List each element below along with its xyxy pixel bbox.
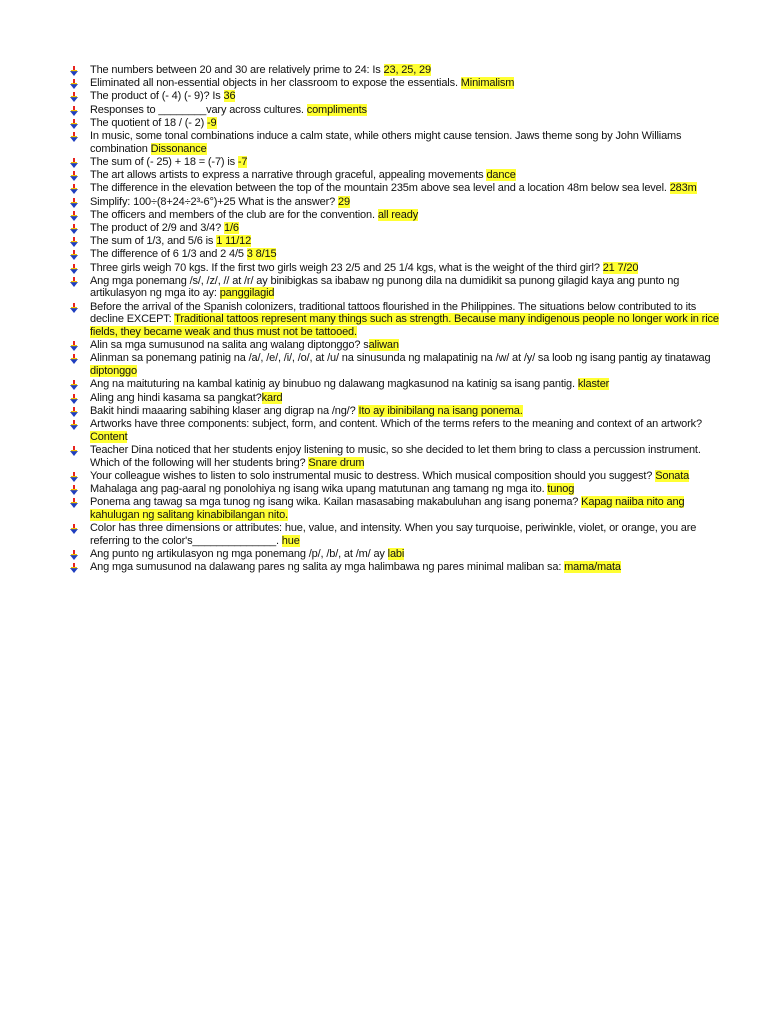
question-text: Eliminated all non-essential objects in her classroom to expose the essentials. (90, 77, 461, 90)
list-item (68, 209, 720, 222)
answer-highlight: panggilagid (219, 287, 275, 300)
arrow-bullet-icon (68, 92, 81, 102)
arrow-bullet-icon (68, 79, 81, 89)
question-text: Ang na maituturing na kambal katinig ay binubuo ng dalawang magkasunod na katinig sa isang pantig. (90, 378, 578, 391)
answer-highlight: 21 7/20 (602, 261, 639, 274)
answer-highlight: diptonggo (90, 365, 137, 378)
answer-highlight: dance (486, 169, 516, 182)
list-item (68, 352, 720, 377)
list-item (68, 339, 720, 352)
arrow-bullet-icon (68, 394, 81, 404)
arrow-bullet-icon (68, 184, 81, 194)
answer-highlight: aliwan (368, 339, 399, 352)
answer-highlight: -9 (207, 116, 217, 129)
question-text: Three girls weigh 70 kgs. If the first two girls weigh 23 2/5 and 25 1/4 kgs, what is the weight of the third girl? (90, 261, 603, 274)
list-item (68, 522, 720, 547)
question-text: The difference in the elevation between the top of the mountain 235m above sea level and a location 48m below sea level. (90, 182, 670, 195)
arrow-bullet-icon (68, 198, 81, 208)
question-text: The numbers between 20 and 30 are relatively prime to 24: Is (90, 64, 384, 76)
question-text: In music, some tonal combinations induce a calm state, while others might cause tension. Jaws theme song by John Williams combination (90, 130, 682, 155)
list-item (68, 405, 720, 418)
arrow-bullet-icon (68, 420, 81, 430)
arrow-bullet-icon (68, 237, 81, 247)
answer-highlight: 29 (338, 195, 350, 208)
arrow-bullet-icon (68, 171, 81, 181)
question-text: Ang punto ng artikulasyon ng mga ponemang /p/, /b/, at /m/ ay (90, 548, 388, 561)
answer-highlight: -7 (237, 155, 248, 168)
question-text: Mahalaga ang pag-aaral ng ponolohiya ng isang wika upang matutunan ang tamang ng mga ito. (90, 483, 548, 495)
question-text: Ang mga ponemang /s/, /z/, // at /r/ ay binibigkas sa ibabaw ng punong dila na dumidikit sa punong gilagid kaya ang punto ng artikulasyon ng mga ito ay: (90, 274, 680, 300)
question-text: Ang mga sumusunod na dalawang pares ng salita ay mga halimbawa ng pares minimal maliban sa: (90, 561, 565, 574)
list-item (68, 548, 720, 561)
arrow-bullet-icon (68, 498, 81, 508)
arrow-bullet-icon (68, 132, 81, 142)
question-text: The art allows artists to express a narrative through graceful, appealing movements (90, 169, 487, 182)
list-item (68, 496, 720, 521)
answer-highlight: Kapag naiiba nito ang kahulugan ng salitang kinabibilangan nito. (90, 496, 685, 521)
question-text: The quotient of 18 / (- 2) (90, 116, 208, 129)
question-text: The officers and members of the club are for the convention. (90, 208, 378, 221)
answer-highlight: hue (281, 534, 300, 547)
arrow-bullet-icon (68, 158, 81, 168)
list-item (68, 470, 720, 483)
arrow-bullet-icon (68, 485, 81, 495)
list-item (68, 235, 720, 248)
answer-highlight: mama/mata (564, 561, 621, 574)
list-item (68, 222, 720, 235)
list-item (68, 156, 720, 169)
list-item (68, 104, 720, 117)
arrow-bullet-icon (68, 354, 81, 364)
answer-highlight: Ito ay ibinibilang na isang ponema. (358, 404, 523, 417)
question-text: Alinman sa ponemang patinig na /a/, /e/, /i/, /o/, at /u/ na sinusunda ng malapatinig na /w/ at /y/ sa loob ng isang pantig ay tinatawag (90, 352, 711, 365)
list-item (68, 418, 720, 443)
arrow-bullet-icon (68, 106, 81, 116)
arrow-bullet-icon (68, 407, 81, 417)
answer-highlight: all ready (377, 208, 419, 221)
list-item (68, 169, 720, 182)
answer-highlight: 283m (669, 182, 697, 195)
arrow-bullet-icon (68, 446, 81, 456)
arrow-bullet-icon (68, 224, 81, 234)
qa-list (68, 64, 720, 574)
question-text: Teacher Dina noticed that her students enjoy listening to music, so she decided to let them bring to class a percussion instrument. Which of the following will her students bring? (90, 443, 701, 469)
arrow-bullet-icon (68, 119, 81, 129)
answer-highlight: labi (387, 548, 405, 561)
list-item (68, 77, 720, 90)
list-item (68, 275, 720, 300)
question-text: The product of (- 4) (- 9)? Is (90, 90, 224, 103)
list-item (68, 90, 720, 103)
answer-highlight: 1 11/12 (216, 235, 252, 248)
answer-highlight: Minimalism (460, 77, 515, 90)
question-text: Artworks have three components: subject, form, and content. Which of the terms refers to the meaning and context of an artwork? (90, 417, 702, 430)
answer-highlight: tunog (547, 483, 575, 495)
list-item (68, 117, 720, 130)
list-item (68, 130, 720, 155)
list-item (68, 392, 720, 405)
answer-highlight: 36 (223, 90, 236, 103)
question-text: The difference of 6 1/3 and 2 4/5 (90, 248, 247, 261)
arrow-bullet-icon (68, 303, 81, 313)
question-text: The product of 2/9 and 3/4? (90, 221, 225, 234)
answer-highlight: 3 8/15 (246, 248, 277, 261)
arrow-bullet-icon (68, 550, 81, 560)
arrow-bullet-icon (68, 341, 81, 351)
question-text: Aling ang hindi kasama sa pangkat? (90, 391, 262, 404)
question-text: Alin sa mga sumusunod na salita ang walang diptonggo? s (90, 339, 369, 352)
answer-highlight: kard (261, 391, 283, 404)
question-text: Ponema ang tawag sa mga tunog ng isang wika. Kailan masasabing makabuluhan ang isang ponema? (90, 496, 582, 509)
arrow-bullet-icon (68, 563, 81, 573)
answer-highlight: compliments (306, 103, 367, 116)
list-item (68, 262, 720, 275)
list-item (68, 196, 720, 209)
arrow-bullet-icon (68, 380, 81, 390)
answer-highlight: klaster (577, 378, 610, 391)
answer-highlight: Sonata (655, 469, 690, 482)
answer-highlight: Dissonance (150, 142, 207, 155)
list-item (68, 483, 720, 496)
answer-highlight: Content (90, 430, 128, 443)
answer-highlight: 1/6 (224, 221, 239, 234)
arrow-bullet-icon (68, 472, 81, 482)
arrow-bullet-icon (68, 66, 81, 76)
question-text: Before the arrival of the Spanish colonizers, traditional tattoos flourished in the Philippines. The situations below contributed to its decline EXCEPT: (90, 300, 697, 326)
question-text: Simplify: 100÷(8+24÷2³-6°)+25 What is the answer? (90, 195, 339, 208)
question-text: Responses to ________vary across cultures. (90, 103, 307, 116)
list-item (68, 444, 720, 469)
question-text: Color has three dimensions or attributes: hue, value, and intensity. When you say turquoise, periwinkle, violet, or orange, you are referring to the color's______________. (90, 522, 697, 547)
list-item (68, 301, 720, 339)
question-text: Bakit hindi maaaring sabihing klaser ang digrap na /ng/? (90, 404, 359, 417)
answer-highlight: Traditional tattoos represent many things such as strength. Because many indigenous people no longer work in rice fields, they became weak and thus must not be tattooed. (90, 313, 719, 339)
arrow-bullet-icon (68, 250, 81, 260)
arrow-bullet-icon (68, 524, 81, 534)
arrow-bullet-icon (68, 211, 81, 221)
list-item (68, 378, 720, 391)
arrow-bullet-icon (68, 277, 81, 287)
question-text: The sum of (- 25) + 18 = (-7) is (90, 155, 238, 168)
list-item (68, 182, 720, 195)
question-text: Your colleague wishes to listen to solo instrumental music to destress. Which musical composition should you suggest? (90, 469, 656, 482)
list-item (68, 64, 720, 77)
list-item (68, 561, 720, 574)
question-text: The sum of 1/3, and 5/6 is (90, 235, 217, 248)
list-item (68, 248, 720, 261)
answer-highlight: Snare drum (308, 456, 365, 469)
arrow-bullet-icon (68, 264, 81, 274)
answer-highlight: 23, 25, 29 (383, 64, 431, 76)
